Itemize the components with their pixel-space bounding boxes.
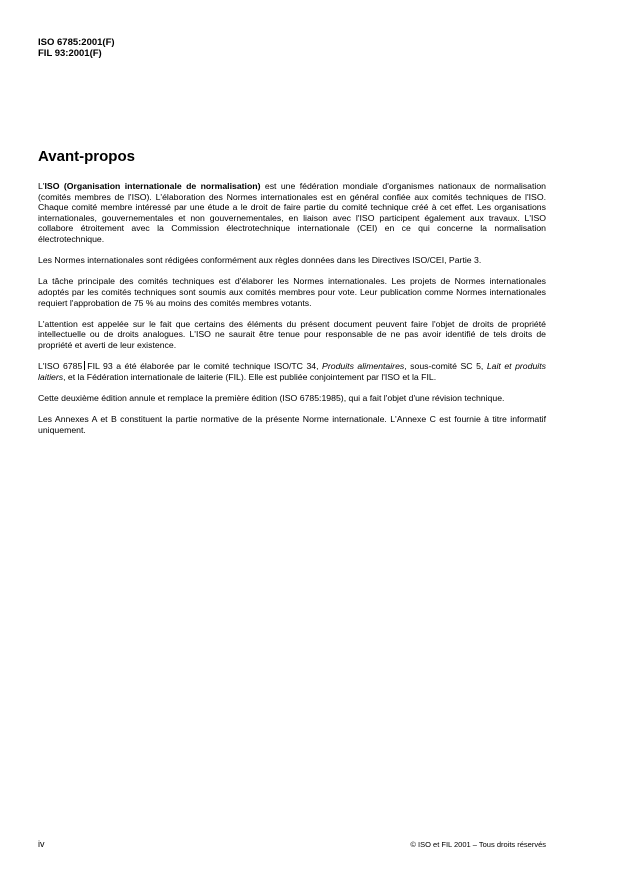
p5-italic-milk: Lait et produits laitiers [38, 361, 546, 382]
p5-d: , sous-comité SC 5, [404, 361, 487, 372]
p1-bold-iso: ISO (Organisation internationale de normalisation) [44, 181, 261, 191]
paragraph-committees: La tâche principale des comités techniques est d'élaborer les Normes internationales. Les projets de Normes internationales adoptés par les comités techniques sont soumis aux comités membres pour vote. Leur publication comme Normes internationales requiert l'approbation de 75 % au moins des comités membres votants. [38, 276, 546, 308]
page-title: Avant-propos [38, 148, 135, 165]
page-number: iv [38, 839, 45, 849]
p5-b: FIL 93 a été élaborée par le comité technique ISO/TC 34, [87, 361, 323, 372]
header-iso-reference: ISO 6785:2001(F) [38, 37, 115, 48]
p1-rest: est une fédération mondiale d'organismes nationaux de normalisation (comités membres de l'ISO). L'élaboration des Normes internationales est en général confiée aux comités techniques de l'ISO. Chaque comité membre intéressé par une étude a le droit de faire partie du comité technique créé à cet effet. Les organisations internationales, gouvernementales et non gouvernementales, en liaison avec l'ISO participent également aux travaux. L'ISO collabore étroitement avec la Commission électrotechnique internationale (CEI) en ce qui concerne la normalisation électrotechnique. [38, 181, 546, 244]
copyright-notice: © ISO et FIL 2001 – Tous droits réservés [410, 840, 546, 849]
p1-prefix: L' [38, 181, 45, 191]
foreword-body [38, 181, 546, 446]
separator-bar [84, 361, 85, 370]
paragraph-directives: Les Normes internationales sont rédigées conformément aux règles données dans les Directives ISO/CEI, Partie 3. [38, 255, 482, 266]
p5-italic-food: Produits alimentaires [322, 361, 405, 372]
p5-f: , et la Fédération internationale de laiterie (FIL). Elle est publiée conjointement par l'ISO et la FIL. [63, 371, 437, 382]
header-fil-reference: FIL 93:2001(F) [38, 48, 102, 59]
paragraph-patent-rights: L'attention est appelée sur le fait que certains des éléments du présent document peuvent faire l'objet de droits de propriété intellectuelle ou de droits analogues. L'ISO ne saurait être tenue pour responsable de ne pas avoir identifié de tels droits de propriété et averti de leur existence. [38, 318, 546, 350]
p5-a: L'ISO 6785 [38, 361, 83, 372]
paragraph-preparation [38, 361, 546, 382]
paragraph-iso-definition [38, 181, 546, 245]
paragraph-edition: Cette deuxième édition annule et remplace la première édition (ISO 6785:1985), qui a fait l'objet d'une révision technique. [38, 392, 505, 403]
paragraph-annexes: Les Annexes A et B constituent la partie normative de la présente Norme internationale. L'Annexe C est fournie à titre informatif uniquement. [38, 414, 546, 435]
document-header [38, 37, 115, 59]
